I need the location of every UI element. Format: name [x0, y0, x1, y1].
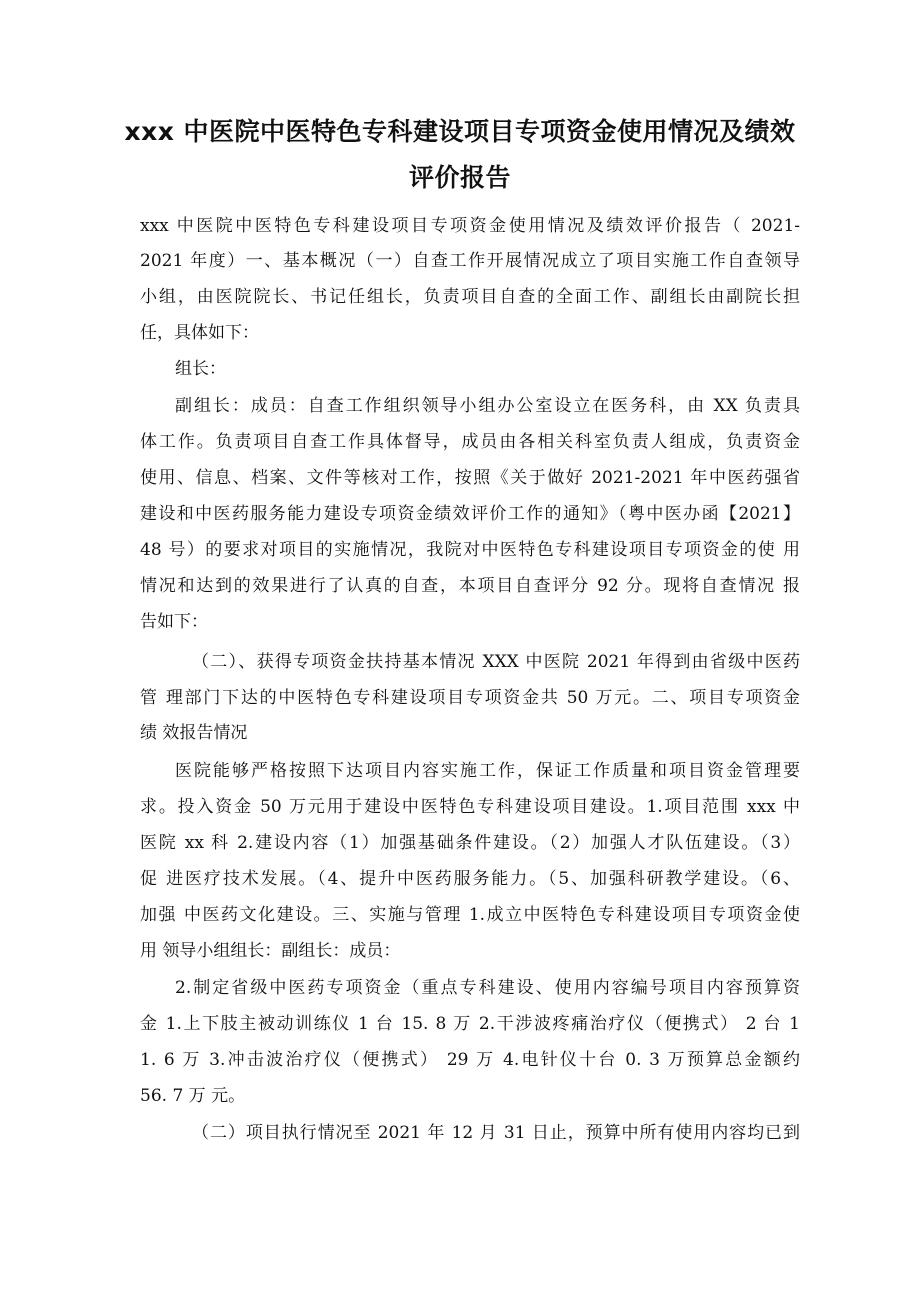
- paragraph-3-line-1: 副组长：成员：自查工作组织领导小组办公室设立在医务科，由 XX 负责具: [175, 396, 800, 416]
- paragraph-1-line-2: 2021 年度）一、基本概况（一）自查工作开展情况成立了项目实施工作自查领导: [140, 251, 800, 271]
- paragraph-4-line-3: 绩 效报告情况: [140, 723, 248, 743]
- paragraph-5-line-5: 加强 中医药文化建设。三、实施与管理 1.成立中医特色专科建设项目专项资金使: [140, 905, 800, 925]
- paragraph-3-line-7: 告如下：: [140, 612, 208, 632]
- paragraph-6-line-4: 56. 7 万 元。: [140, 1086, 246, 1106]
- paragraph-5-line-4: 促 进医疗技术发展。（4、提升中医药服务能力。（5、加强科研教学建设。（6、: [140, 869, 800, 889]
- paragraph-6-line-2: 金 1.上下肢主被动训练仪 1 台 15. 8 万 2.干涉波疼痛治疗仪（便携式） 2 台 1: [140, 1014, 800, 1034]
- paragraph-3-line-2: 体工作。负责项目自查工作具体督导，成员由各相关科室负责人组成，负责资金: [140, 432, 800, 452]
- paragraph-4-line-2: 管 理部门下达的中医特色专科建设项目专项资金共 50 万元。二、项目专项资金: [140, 688, 800, 708]
- paragraph-3-line-6: 情况和达到的效果进行了认真的自查，本项目自查评分 92 分。现将自查情况 报: [140, 576, 800, 596]
- document-title-line-1: xxx 中医院中医特色专科建设项目专项资金使用情况及绩效: [124, 117, 796, 146]
- document-title-line-2: 评价报告: [408, 163, 511, 192]
- paragraph-5-line-6: 用 领导小组组长：副组长：成员：: [140, 941, 401, 961]
- paragraph-7-line-1: （二）项目执行情况至 2021 年 12 月 31 日止，预算中所有使用内容均已到: [192, 1123, 800, 1143]
- paragraph-3-line-5: 48 号）的要求对项目的实施情况，我院对中医特色专科建设项目专项资金的使 用: [140, 540, 800, 560]
- paragraph-2-line-1: 组长：: [175, 359, 226, 379]
- paragraph-5-line-1: 医院能够严格按照下达项目内容实施工作，保证工作质量和项目资金管理要: [175, 761, 800, 781]
- paragraph-1-line-3: 小组，由医院院长、书记任组长，负责项目自查的全面工作、副组长由副院长担: [140, 287, 800, 307]
- paragraph-1-line-4: 任，具体如下：: [140, 323, 259, 343]
- paragraph-3-line-4: 建设和中医药服务能力建设专项资金绩效评价工作的通知》（粤中医办函【2021】: [140, 504, 800, 524]
- paragraph-1-line-1: xxx 中医院中医特色专科建设项目专项资金使用情况及绩效评价报告（ 2021-: [140, 216, 800, 236]
- paragraph-4-line-1: （二）、获得专项资金扶持基本情况 XXX 中医院 2021 年得到由省级中医药: [192, 652, 800, 672]
- paragraph-5-line-2: 求。投入资金 50 万元用于建设中医特色专科建设项目建设。1.项目范围 xxx 中: [140, 797, 800, 817]
- paragraph-6-line-1: 2.制定省级中医药专项资金（重点专科建设、使用内容编号项目内容预算资: [175, 978, 800, 998]
- paragraph-5-line-3: 医院 xx 科 2.建设内容（1）加强基础条件建设。（2）加强人才队伍建设。（3）: [140, 833, 800, 853]
- paragraph-3-line-3: 使用、信息、档案、文件等核对工作，按照《关于做好 2021-2021 年中医药强省: [140, 468, 800, 488]
- paragraph-6-line-3: 1. 6 万 3.冲击波治疗仪（便携式） 29 万 4.电针仪十台 0. 3 万预算总金额约: [140, 1050, 800, 1070]
